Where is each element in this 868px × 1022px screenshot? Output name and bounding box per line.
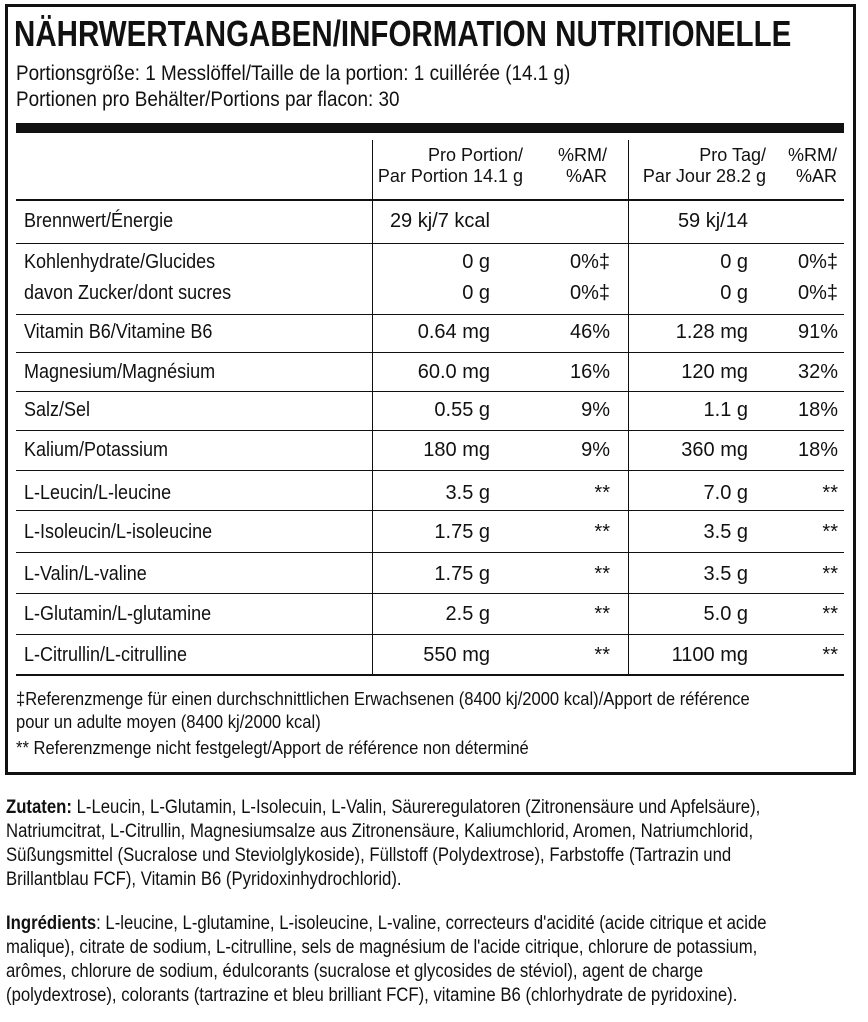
day-reference-percent: 91% bbox=[797, 321, 838, 343]
header-rm-portion-line1: %RM/ bbox=[558, 145, 607, 165]
per-portion-value: 2.5 g bbox=[445, 603, 490, 625]
portion-reference-percent: 0%‡ bbox=[569, 282, 610, 304]
ingredients-german-line4: Brillantblau FCF), Vitamin B6 (Pyridoxinhydrochlorid). bbox=[6, 869, 402, 890]
nutrient-name: L-Glutamin/L-glutamine bbox=[24, 603, 212, 625]
portion-reference-percent: 46% bbox=[569, 321, 610, 343]
ingredients-german-label: Zutaten: bbox=[6, 797, 72, 818]
header-per-day-line2: Par Jour 28.2 g bbox=[642, 166, 766, 186]
per-portion-value: 0 g bbox=[462, 282, 490, 304]
per-day-value: 59 kj/14 bbox=[677, 210, 748, 232]
per-portion-value: 0.64 mg bbox=[417, 321, 490, 343]
nutrient-name: Magnesium/Magnésium bbox=[24, 361, 216, 383]
header-rm-day-line1: %RM/ bbox=[788, 145, 837, 165]
portion-reference-percent: 0%‡ bbox=[569, 251, 610, 273]
portion-reference-percent: ** bbox=[594, 644, 610, 666]
ingredients-french-line3: arômes, chlorure de sodium, édulcorants (sucralose et glycosides de stéviol), agent de charge bbox=[6, 961, 704, 982]
nutrient-name: Kalium/Potassium bbox=[24, 439, 169, 461]
ingredients-french-line2: malique), citrate de sodium, L-citrulline, sels de magnésium de l'acide citrique, chlorure de potassium, bbox=[6, 937, 758, 958]
ingredients-french-line1 bbox=[6, 912, 798, 936]
per-portion-value: 3.5 g bbox=[445, 482, 490, 504]
nutrient-name: Kohlenhydrate/Glucides bbox=[24, 251, 216, 273]
day-reference-percent: 32% bbox=[797, 361, 838, 383]
panel-title: NÄHRWERTANGABEN/INFORMATION NUTRITIONELLE bbox=[14, 13, 792, 54]
heavy-divider bbox=[16, 123, 844, 133]
per-portion-value: 29 kj/7 kcal bbox=[389, 210, 490, 232]
nutrient-name: davon Zucker/dont sucres bbox=[24, 282, 232, 304]
row-divider bbox=[16, 391, 844, 392]
day-reference-percent: ** bbox=[822, 563, 838, 585]
row-divider bbox=[16, 510, 844, 511]
day-reference-percent: ** bbox=[822, 603, 838, 625]
ingredients-german bbox=[6, 796, 798, 892]
header-per-day-line1: Pro Tag/ bbox=[699, 145, 766, 165]
per-day-value: 7.0 g bbox=[703, 482, 748, 504]
nutrient-name: L-Valin/L-valine bbox=[24, 563, 147, 585]
nutrient-name: L-Citrullin/L-citrulline bbox=[24, 644, 188, 666]
row-divider bbox=[16, 430, 844, 431]
row-divider bbox=[16, 593, 844, 594]
per-portion-value: 1.75 g bbox=[434, 563, 490, 585]
nutrient-name: Salz/Sel bbox=[24, 399, 91, 421]
per-portion-value: 180 mg bbox=[423, 439, 490, 461]
day-reference-percent: 18% bbox=[797, 439, 838, 461]
row-divider bbox=[16, 352, 844, 353]
per-day-value: 3.5 g bbox=[703, 563, 748, 585]
ingredients-german-line1 bbox=[6, 796, 798, 820]
row-divider bbox=[16, 243, 844, 244]
ingredients-german-line2: Natriumcitrat, L-Citrullin, Magnesiumsalze aus Zitronensäure, Kaliumchlorid, Aromen, Natriumchlorid, bbox=[6, 821, 754, 842]
header-rm-day bbox=[780, 145, 837, 187]
nutrient-name: Brennwert/Énergie bbox=[24, 210, 174, 232]
footnote-reference-continued: pour un adulte moyen (8400 kj/2000 kcal) bbox=[16, 712, 321, 732]
header-per-day bbox=[620, 145, 766, 187]
ingredients-french-label: Ingrédients bbox=[6, 913, 97, 934]
header-per-portion-line2: Par Portion 14.1 g bbox=[377, 166, 523, 186]
per-portion-value: 0.55 g bbox=[434, 399, 490, 421]
per-day-value: 1.1 g bbox=[703, 399, 748, 421]
footnote-not-determined: ** Referenzmenge nicht festgelegt/Apport de référence non déterminé bbox=[16, 738, 529, 758]
day-reference-percent: ** bbox=[822, 521, 838, 543]
portion-reference-percent: 9% bbox=[581, 439, 610, 461]
ingredients-french-line4: (polydextrose), colorants (tartrazine et bleu brilliant FCF), vitamine B6 (chlorhydrate de pyridoxine). bbox=[6, 985, 738, 1006]
per-portion-value: 550 mg bbox=[423, 644, 490, 666]
table-bottom-divider bbox=[16, 674, 844, 676]
header-rm-portion bbox=[540, 145, 607, 187]
per-day-value: 1100 mg bbox=[671, 644, 748, 666]
per-day-value: 0 g bbox=[720, 251, 748, 273]
row-divider bbox=[16, 634, 844, 635]
day-reference-percent: 0%‡ bbox=[797, 282, 838, 304]
day-reference-percent: ** bbox=[822, 482, 838, 504]
per-portion-value: 0 g bbox=[462, 251, 490, 273]
portion-reference-percent: ** bbox=[594, 521, 610, 543]
header-rm-portion-line2: %AR bbox=[565, 166, 607, 186]
footnote-reference: ‡Referenzmenge für einen durchschnittlichen Erwachsenen (8400 kj/2000 kcal)/Apport de référence bbox=[16, 689, 750, 709]
per-portion-value: 60.0 mg bbox=[417, 361, 490, 383]
portion-reference-percent: ** bbox=[594, 603, 610, 625]
nutrient-name: L-Leucin/L-leucine bbox=[24, 482, 172, 504]
per-day-value: 1.28 mg bbox=[675, 321, 748, 343]
ingredients-german-line3: Süßungsmittel (Sucralose und Steviolglykoside), Füllstoff (Polydextrose), Farbstoffe (Tartrazin und bbox=[6, 845, 732, 866]
header-per-portion bbox=[360, 145, 523, 187]
per-day-value: 360 mg bbox=[681, 439, 748, 461]
servings-per-container: Portionen pro Behälter/Portions par flacon: 30 bbox=[16, 88, 400, 111]
portion-reference-percent: 16% bbox=[569, 361, 610, 383]
portion-reference-percent: ** bbox=[594, 563, 610, 585]
serving-size: Portionsgröße: 1 Messlöffel/Taille de la portion: 1 cuillérée (14.1 g) bbox=[16, 62, 571, 85]
day-reference-percent: 0%‡ bbox=[797, 251, 838, 273]
row-divider bbox=[16, 470, 844, 471]
header-per-portion-line1: Pro Portion/ bbox=[427, 145, 523, 165]
row-divider bbox=[16, 552, 844, 553]
ingredients-french-text1: : L-leucine, L-glutamine, L-isoleucine, L-valine, correcteurs d'acidité (acide citrique et acide bbox=[96, 913, 767, 934]
per-day-value: 3.5 g bbox=[703, 521, 748, 543]
ingredients-french bbox=[6, 912, 798, 1008]
nutrient-name: L-Isoleucin/L-isoleucine bbox=[24, 521, 213, 543]
nutrient-name: Vitamin B6/Vitamine B6 bbox=[24, 321, 213, 343]
portion-reference-percent: 9% bbox=[581, 399, 610, 421]
day-reference-percent: 18% bbox=[797, 399, 838, 421]
per-portion-value: 1.75 g bbox=[434, 521, 490, 543]
day-reference-percent: ** bbox=[822, 644, 838, 666]
per-day-value: 0 g bbox=[720, 282, 748, 304]
ingredients-german-text1: L-Leucin, L-Glutamin, L-Isolecuin, L-Valin, Säureregulatoren (Zitronensäure und Apfelsäure), bbox=[71, 797, 761, 818]
portion-reference-percent: ** bbox=[594, 482, 610, 504]
header-divider bbox=[16, 199, 844, 201]
row-divider bbox=[16, 314, 844, 315]
per-day-value: 5.0 g bbox=[703, 603, 748, 625]
per-day-value: 120 mg bbox=[681, 361, 748, 383]
header-rm-day-line2: %AR bbox=[795, 166, 837, 186]
